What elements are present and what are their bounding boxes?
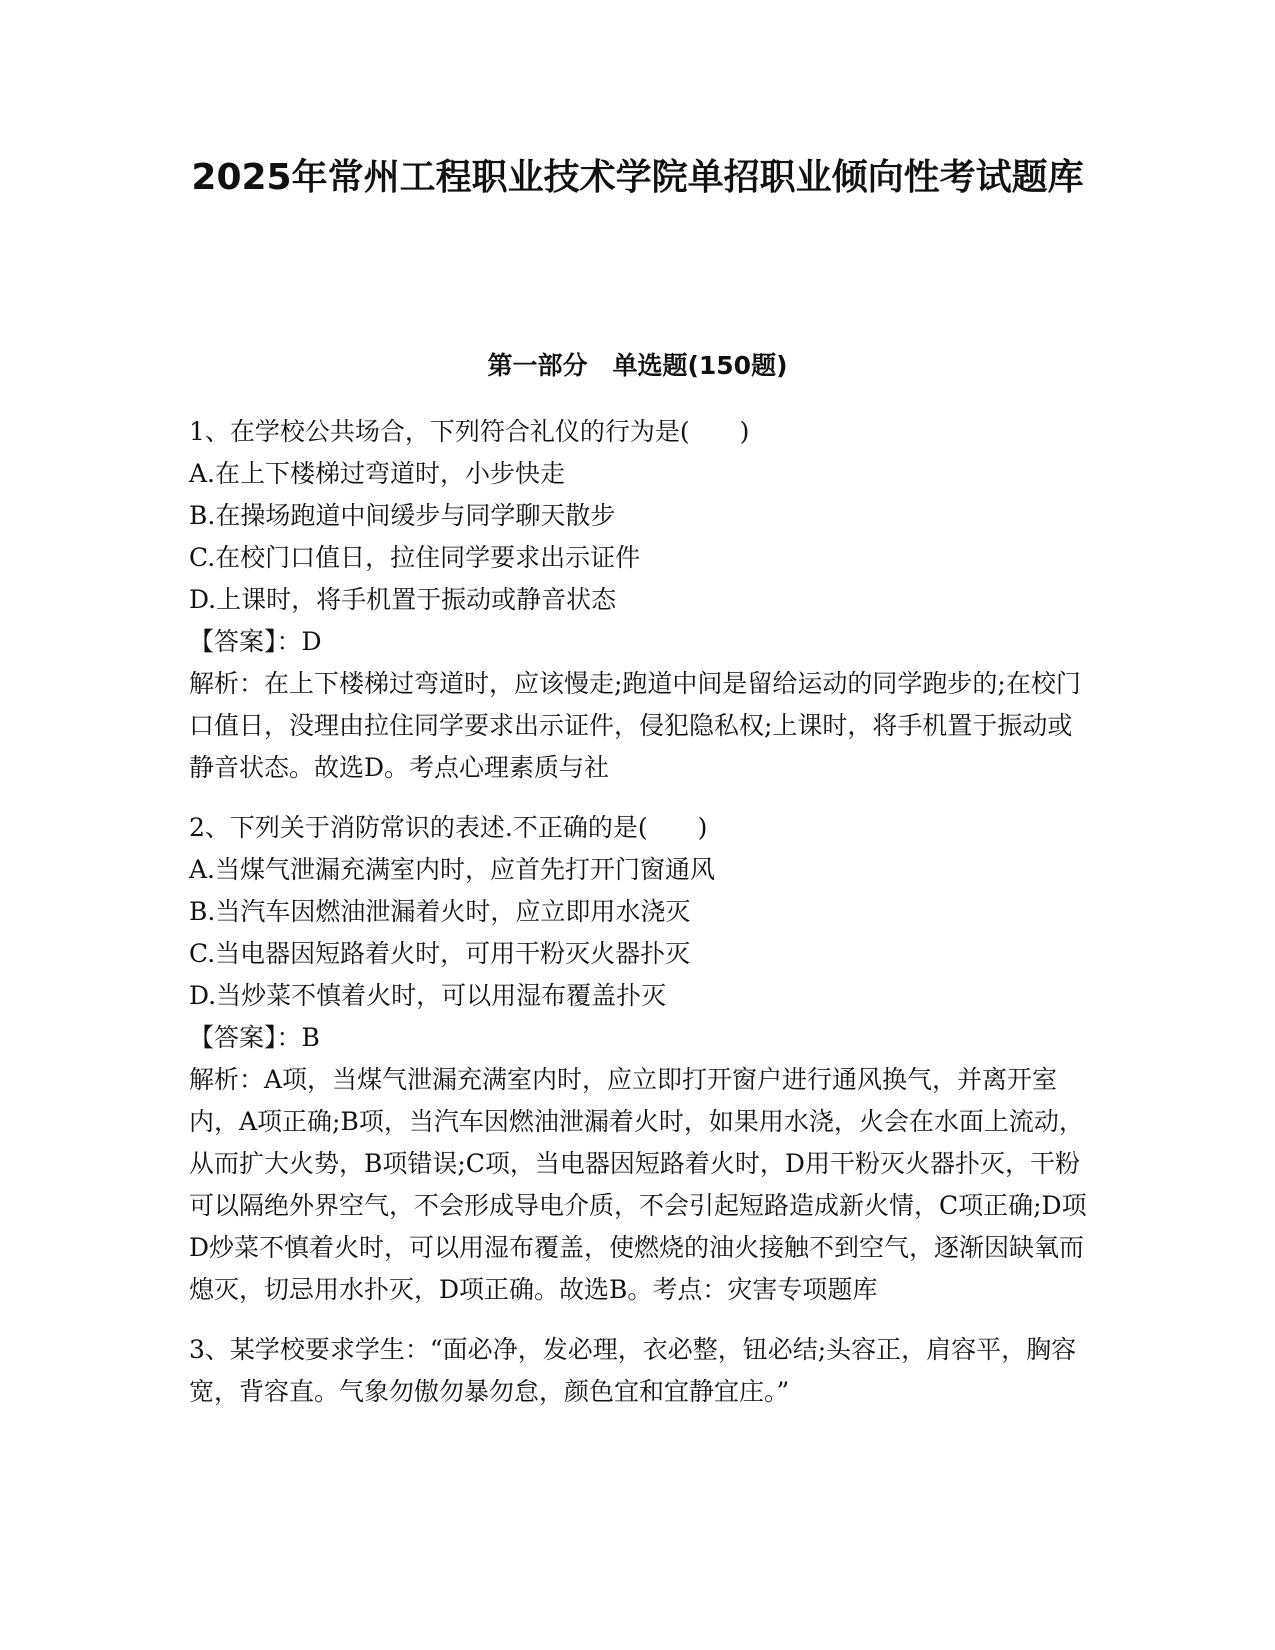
- document-title: 2025年常州工程职业技术学院单招职业倾向性考试题库: [191, 157, 1084, 198]
- option-d: D.上课时，将手机置于振动或静音状态: [189, 585, 617, 614]
- option-a: A.在上下楼梯过弯道时，小步快走: [189, 459, 566, 488]
- question-stem: 1、在学校公共场合，下列符合礼仪的行为是( ): [189, 417, 750, 446]
- section-heading: 第一部分 单选题(150题): [487, 351, 788, 380]
- question-stem: 3、某学校要求学生：“面必净，发必理，衣必整，钮必结;头容正，肩容平，胸容宽，背容直。气象勿傲勿暴勿怠，颜色宜和宜静宜庄。”: [189, 1335, 1077, 1406]
- option-c: C.当电器因短路着火时，可用干粉灭火器扑灭: [189, 939, 691, 968]
- option-c: C.在校门口值日，拉住同学要求出示证件: [189, 543, 641, 572]
- option-b: B.在操场跑道中间缓步与同学聊天散步: [189, 501, 616, 530]
- question-item: [189, 807, 1089, 1311]
- answer-line: 【答案】：B: [189, 1023, 320, 1052]
- option-a: A.当煤气泄漏充满室内时，应首先打开门窗通风: [189, 855, 716, 884]
- question-item: [189, 411, 1089, 789]
- question-item: [189, 1329, 1089, 1413]
- option-b: B.当汽车因燃油泄漏着火时，应立即用水浇灭: [189, 897, 691, 926]
- option-d: D.当炒菜不慎着火时，可以用湿布覆盖扑灭: [189, 981, 667, 1010]
- analysis-text: 解析：A项，当煤气泄漏充满室内时，应立即打开窗户进行通风换气，并离开室内，A项正确;B项，当汽车因燃油泄漏着火时，如果用水浇，火会在水面上流动，从而扩大火势，B项错误;C项，当电器因短路着火时，D用干粉灭火器扑灭，干粉可以隔绝外界空气，不会形成导电介质，不会引起短路造成新火情，C项正确;D项D炒菜不慎着火时，可以用湿布覆盖，使燃烧的油火接触不到空气，逐渐因缺氧而熄灭，切忌用水扑灭，D项正确。故选B。考点：灾害专项题库: [189, 1065, 1087, 1304]
- question-stem: 2、下列关于消防常识的表述.不正确的是( ): [189, 813, 708, 842]
- answer-line: 【答案】：D: [189, 627, 322, 656]
- question-list: [189, 411, 1089, 1431]
- analysis-text: 解析：在上下楼梯过弯道时，应该慢走;跑道中间是留给运动的同学跑步的;在校门口值日，没理由拉住同学要求出示证件，侵犯隐私权;上课时，将手机置于振动或静音状态。故选D。考点心理素质与社: [189, 669, 1081, 782]
